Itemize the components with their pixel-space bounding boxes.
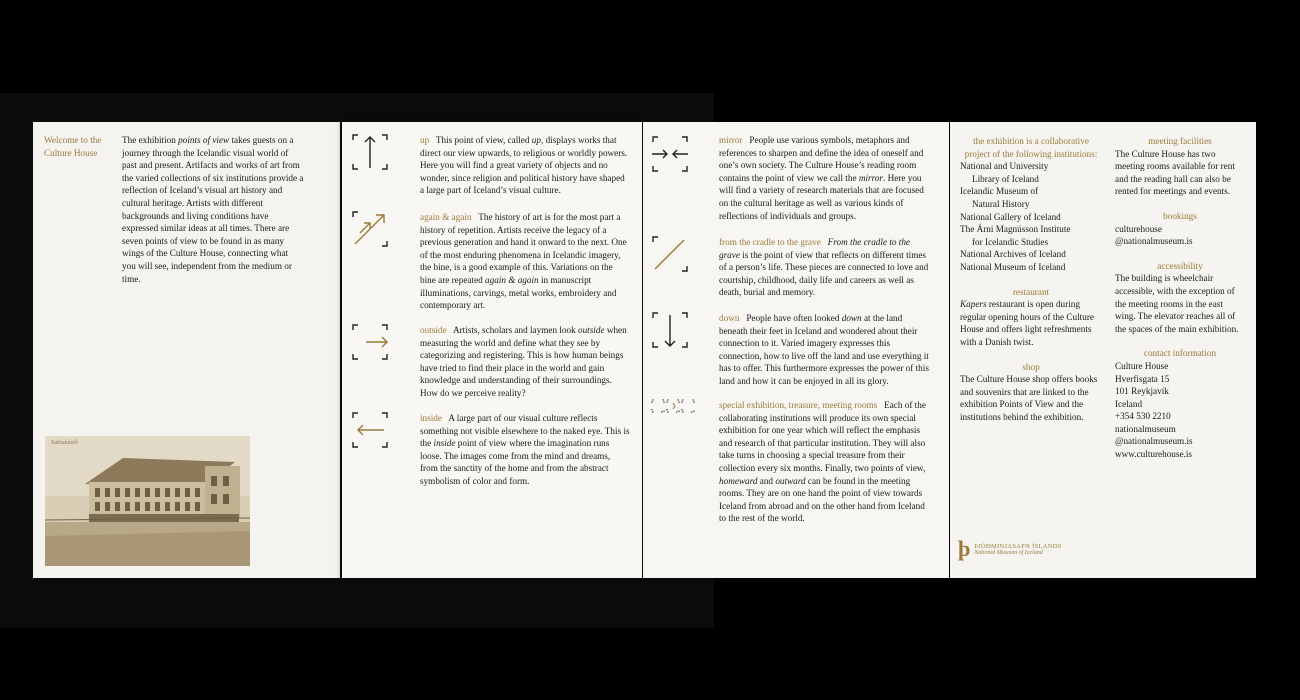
contact-line: www.culturehouse.is: [1115, 449, 1192, 460]
bookings-heading: bookings: [1163, 210, 1197, 221]
outside-text-b: when measuring the world and define what they see by categorizing and registering. This is how human beings have tried to find their place in the world and gain knowledge and understanding of their surroundings. How do we perceive reality?: [420, 325, 627, 398]
contact-line: +354 530 2210: [1115, 411, 1171, 422]
mirror-text-a: People use various symbols, metaphors and references to sharpen and define the idea of oneself and one’s own society. The Culture House’s reading room contains the point of view we call the: [719, 135, 924, 183]
up-arrow-icon: [352, 134, 388, 170]
mirror-title: mirror: [719, 135, 743, 145]
down-text-a: People have often looked: [746, 313, 842, 323]
bookings-line: culturehouse: [1115, 223, 1162, 234]
culture-house-photo: [45, 436, 250, 566]
again-title: again & again: [420, 212, 472, 222]
down-arrow-icon: [652, 312, 688, 348]
inside-title: inside: [420, 413, 442, 423]
shop-heading: shop: [1022, 361, 1040, 372]
section-special: [719, 399, 931, 525]
column-right: [1115, 135, 1245, 461]
section-cradle: [719, 236, 931, 299]
institution-line: National Gallery of Iceland: [960, 211, 1061, 222]
restaurant-name: Kapers: [960, 299, 987, 310]
institution-list: [960, 160, 1102, 273]
panel-info: [950, 122, 1256, 578]
again-text-a: The history of art is for the most part a history of repetition. Artists receive the legacy of a previous generation and hand it onward to the next. One of the most enduring phenomena in Icelandic imagery, the bine, is a good example of this. Variations on the bine are repeated: [420, 212, 627, 285]
column-left: [960, 135, 1102, 423]
institution-line: for Icelandic Studies: [972, 236, 1049, 247]
inside-em: inside: [433, 438, 456, 449]
institution-line: National and University: [960, 161, 1049, 172]
photo-caption: Safnahúsið: [51, 440, 78, 446]
cradle-title: from the cradle to the grave: [719, 237, 821, 247]
intro-em: points of view: [178, 135, 230, 145]
section-inside: [420, 412, 630, 488]
institution-line: The Árni Magnússon Institute: [960, 224, 1071, 235]
institution-line: National Archives of Iceland: [960, 249, 1066, 260]
museum-logo: [958, 538, 1062, 560]
inside-arrow-icon: [352, 412, 388, 448]
outside-text-a: Artists, scholars and laymen look: [452, 325, 578, 335]
again-arrow-icon: [352, 211, 388, 247]
section-outside: [420, 324, 630, 400]
mirror-arrows-icon: [652, 136, 688, 172]
again-em: again & again: [485, 274, 539, 285]
section-again: [420, 211, 630, 312]
special-text-b: and: [757, 475, 776, 486]
intro-text-b: takes guests on a journey through the Icelandic visual world of past and present. Artifacts and works of art from the varied collections of six institutions provide a reflection of Iceland’s visual art history and cultural heritage. Artists with different backgrounds and living conditions have expressed similar ideas at all times. There are seven points of view to be found in as many wings of the Culture House, connecting what you will see, independent from the medium or time.: [122, 135, 304, 284]
special-em-b: outward: [775, 475, 806, 486]
outside-em: outside: [577, 325, 605, 335]
logo-mark: þ: [958, 536, 971, 561]
institution-line: Library of Iceland: [972, 173, 1039, 184]
logo-line-2: National Museum of Iceland: [974, 549, 1043, 556]
outside-title: outside: [420, 325, 447, 335]
restaurant-text: [960, 298, 1102, 348]
contact-line: @nationalmuseum.is: [1115, 436, 1193, 447]
section-mirror: [719, 134, 931, 222]
meeting-heading: meeting facilities: [1148, 136, 1212, 146]
panel-points-2: [643, 122, 949, 578]
up-em: up: [531, 135, 541, 145]
down-em: down: [841, 313, 862, 323]
institution-line: Icelandic Museum of: [960, 186, 1039, 197]
up-text-a: This point of view, called: [435, 135, 532, 145]
contact-line: Iceland: [1115, 398, 1143, 409]
contact-line: Culture House: [1115, 360, 1169, 371]
panel-points-1: [342, 122, 642, 578]
accessibility-heading: accessibility: [1157, 260, 1203, 271]
welcome-intro: [122, 134, 304, 285]
inside-text-b: point of view where the imagination runs loose. The images come from the mind and dreams, from the sanctity of the home and from the abstract symbolism of color and form.: [420, 438, 611, 486]
logo-line-1: ÞJÓÐMINJASAFN ÍSLANDS: [974, 542, 1062, 550]
up-text-b: , displays works that direct our view upwards, to religious or worldly powers. Here you will find a great variety of objects and no wonder, since religion and political history have shaped a large part of Iceland’s visual culture.: [420, 135, 628, 196]
collab-heading: the exhibition is a collaborative project of the following institutions:: [964, 136, 1098, 159]
mirror-em: mirror: [858, 172, 883, 183]
bookings-line: @nationalmuseum.is: [1115, 236, 1193, 247]
down-title: down: [719, 313, 740, 323]
contact-line: Hverfisgata 15: [1115, 373, 1170, 384]
accessibility-text: The building is wheelchair accessible, with the exception of the meeting rooms in the east wing. The elevator reaches all of the spaces of the main exhibition.: [1115, 273, 1239, 334]
special-text-c: can be found in the meeting rooms. They are on one hand the point of view towards Iceland from abroad and on the other hand from Iceland to the rest of the world.: [719, 475, 925, 524]
outside-arrow-icon: [352, 324, 388, 360]
welcome-heading: Welcome to the Culture House: [44, 135, 102, 158]
up-title: up: [420, 135, 430, 145]
meeting-text: The Culture House has two meeting rooms available for rent and the reading hall can also be rented for meetings and events.: [1115, 148, 1235, 197]
institution-line: National Museum of Iceland: [960, 261, 1066, 272]
cradle-line-icon: [652, 236, 688, 272]
intro-text-a: The exhibition: [122, 135, 179, 145]
again-text-b: in manuscript illuminations, carvings, metal works, embroidery and contemporary art.: [420, 274, 617, 311]
contact-line: 101 Reykjavík: [1115, 386, 1169, 397]
cradle-text: is the point of view that reflects on different times of a person’s life. These pieces are connected to love and courtship, childhood, daily life and careers as well as death, burial and memory.: [719, 249, 929, 298]
restaurant-body: restaurant is open during regular opening hours of the Culture House and offers light refreshments with a Danish twist.: [960, 299, 1094, 347]
restaurant-heading: restaurant: [1012, 286, 1050, 297]
panel-welcome: [33, 122, 340, 578]
section-up: [420, 134, 630, 197]
inside-text-a: A large part of our visual culture reflects something not visible elsewhere to the naked eye. This is the: [420, 413, 630, 449]
special-title: special exhibition, treasure, meeting rooms: [719, 400, 878, 410]
section-down: [719, 312, 931, 388]
contact-line: nationalmuseum: [1115, 423, 1176, 434]
special-text-a: Each of the collaborating institutions will produce its own special exhibition for one year which will reflect the emphasis and research of that particular institution. They will also take turns in choosing a special treasure from their collection every six months. Finally, two points of view,: [719, 400, 926, 473]
cradle-em: From the cradle to the grave: [719, 237, 911, 260]
institution-line: Natural History: [972, 198, 1030, 209]
shop-text: The Culture House shop offers books and souvenirs that are linked to the exhibition Points of View and the institutions behind the exhibition.: [960, 374, 1098, 422]
special-dotted-icon: [651, 399, 695, 435]
down-text-b: at the land beneath their feet in Iceland and wondered about their connection to it. Varied imagery expresses this connection, how to live off the land and use everything it has to offer. This furthermore expresses the power of this land and how it can be enjoyed in all its glory.: [719, 313, 929, 386]
contact-heading: contact information: [1143, 348, 1217, 359]
special-em-a: homeward: [719, 475, 758, 486]
mirror-text-b: . Here you will find a variety of research materials that are focused on the cultural heritage as well as various kinds of reflections of individuals and groups.: [719, 172, 924, 221]
